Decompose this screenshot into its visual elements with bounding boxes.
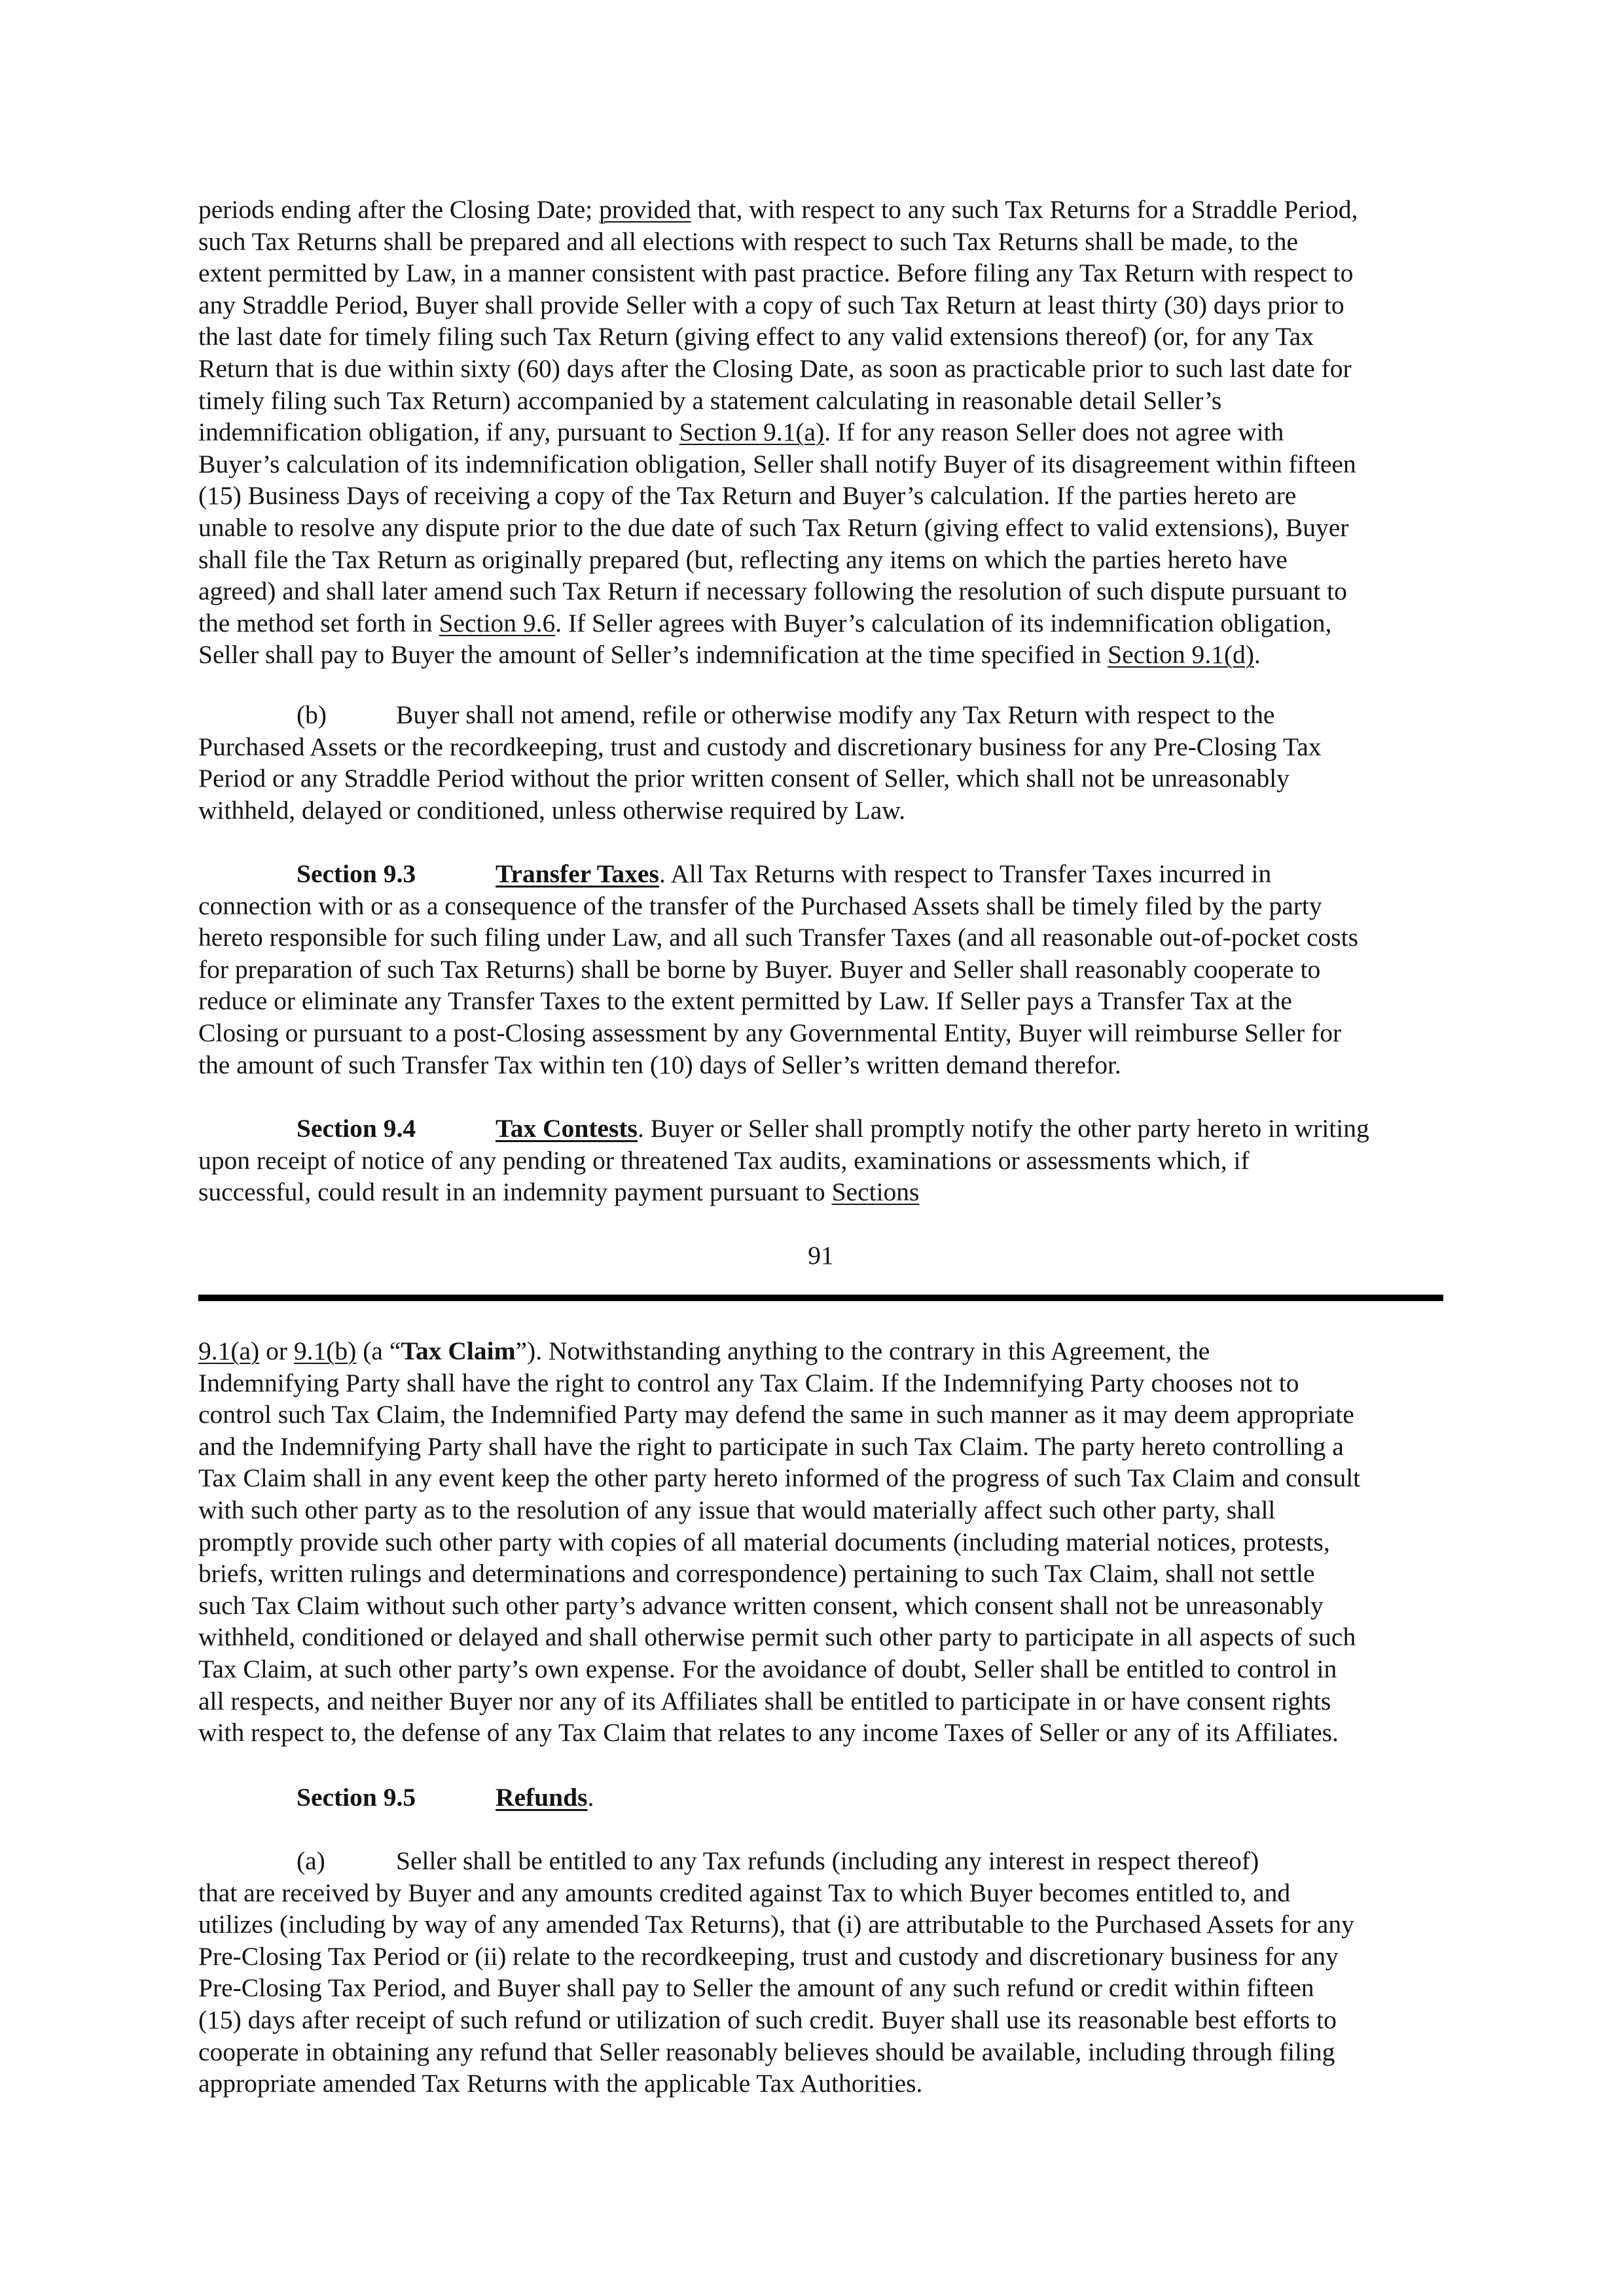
text-run: all respects, and neither Buyer nor any of its Affiliates shall be entitled to participate in or have consent rights [198, 1686, 1331, 1715]
text-run: the amount of such Transfer Tax within ten (10) days of Seller’s written demand therefor. [198, 1050, 1121, 1079]
text-line [198, 448, 1443, 480]
text-run: Period or any Straddle Period without the prior written consent of Seller, which shall not be unreasonably [198, 764, 1290, 793]
text-run: utilizes (including by way of any amended Tax Returns), that (i) are attributable to the Purchased Assets for any [198, 1910, 1354, 1939]
text-line [198, 353, 1443, 385]
text-run: agreed) and shall later amend such Tax Return if necessary following the resolution of such dispute pursuant to [198, 577, 1347, 606]
text-run: briefs, written rulings and determinations and correspondence) pertaining to such Tax Claim, shall not settle [198, 1559, 1315, 1588]
paragraph-tax-claim [198, 1335, 1443, 1749]
text-line [198, 1909, 1443, 1941]
paragraph-a-rest [198, 1877, 1443, 2100]
text-line [198, 1399, 1443, 1431]
text-run: withheld, delayed or conditioned, unless otherwise required by Law. [198, 795, 906, 825]
text-line [198, 1526, 1443, 1558]
text-run: . Buyer or Seller shall promptly notify the other party hereto in writing [637, 1114, 1369, 1143]
cross-reference-link: Sections [831, 1177, 920, 1207]
text-run: Seller shall be entitled to any Tax refunds (including any interest in respect thereof) [396, 1846, 1259, 1875]
text-line [198, 922, 1443, 954]
text-line [198, 1494, 1443, 1526]
text-run: Seller shall pay to Buyer the amount of Seller’s indemnification at the time specified in [198, 640, 1108, 670]
text-run: that are received by Buyer and any amounts credited against Tax to which Buyer becomes entitled to, and [198, 1878, 1291, 1907]
paragraph-a-label: (a) [297, 1846, 325, 1875]
text-line [198, 544, 1443, 576]
text-run: timely filing such Tax Return) accompanied by a statement calculating in reasonable detail Seller’s [198, 386, 1222, 415]
text-run: Purchased Assets or the recordkeeping, trust and custody and discretionary business for any Pre-Closing Tax [198, 732, 1322, 761]
text-run: Buyer shall not amend, refile or otherwise modify any Tax Return with respect to the [396, 700, 1275, 729]
text-line [198, 2036, 1443, 2068]
text-line [198, 1431, 1443, 1463]
paragraph-b-first-line [198, 699, 1443, 731]
text-run: Return that is due within sixty (60) days after the Closing Date, as soon as practicable prior to such last date for [198, 353, 1352, 383]
text-line [198, 639, 1443, 671]
text-run: . All Tax Returns with respect to Transfer Taxes incurred in [659, 859, 1272, 888]
text-line [198, 1049, 1443, 1081]
text-run: Tax Claim shall in any event keep the other party hereto informed of the progress of such Tax Claim and consult [198, 1463, 1361, 1493]
section-9-3-number: Section 9.3 [297, 859, 416, 888]
cross-reference-link: Section 9.1(a) [679, 418, 825, 447]
text-run: unable to resolve any dispute prior to the due date of such Tax Return (giving effect to valid extensions), Buyer [198, 512, 1349, 542]
text-line [198, 321, 1443, 353]
paragraph-b-rest [198, 731, 1443, 827]
text-line [198, 257, 1443, 289]
text-run: hereto responsible for such filing under Law, and all such Transfer Taxes (and all reasonable out-of-pocket costs [198, 923, 1359, 952]
text-line [198, 1877, 1443, 1909]
text-line [198, 2004, 1443, 2036]
cross-reference-link: Section 9.1(d) [1108, 640, 1254, 670]
text-line [198, 1367, 1443, 1399]
paragraph-b-first-text [396, 700, 1274, 729]
section-9-5-tail: . [587, 1783, 594, 1812]
cross-reference-link: 9.1(a) [198, 1336, 260, 1365]
text-run: with such other party as to the resolution of any issue that would materially affect such other party, shall [198, 1495, 1276, 1524]
text-line [198, 1558, 1443, 1590]
text-run: that, with respect to any such Tax Returns for a Straddle Period, [691, 195, 1358, 224]
text-line [198, 1145, 1443, 1177]
text-line [198, 954, 1443, 986]
text-line [198, 512, 1443, 544]
text-line [198, 226, 1443, 258]
text-run: upon receipt of notice of any pending or threatened Tax audits, examinations or assessments which, if [198, 1145, 1250, 1175]
defined-term: Tax Claim [401, 1336, 516, 1365]
section-9-4-number: Section 9.4 [297, 1114, 416, 1143]
paragraph-a-refunds [198, 1845, 1443, 2100]
text-run: (a “ [356, 1336, 401, 1365]
text-line [198, 1621, 1443, 1653]
section-9-3-title: Transfer Taxes [496, 859, 659, 888]
text-run: reduce or eliminate any Transfer Taxes to the extent permitted by Law. If Seller pays a Transfer Tax at the [198, 986, 1292, 1016]
text-run: Pre-Closing Tax Period or (ii) relate to the recordkeeping, trust and custody and discretionary business for any [198, 1941, 1339, 1971]
text-run: promptly provide such other party with copies of all material documents (including material notices, protests, [198, 1527, 1330, 1556]
page-break-divider [198, 1295, 1443, 1301]
text-line [198, 607, 1443, 639]
text-line [198, 1462, 1443, 1494]
text-line [198, 731, 1443, 763]
text-line [198, 1941, 1443, 1973]
document-page [198, 0, 1443, 2296]
text-line [198, 2068, 1443, 2100]
text-line [198, 416, 1443, 448]
text-run: control such Tax Claim, the Indemnified Party may defend the same in such manner as it may deem appropriate [198, 1400, 1354, 1429]
text-run: indemnification obligation, if any, pursuant to [198, 418, 679, 447]
text-run: successful, could result in an indemnity payment pursuant to [198, 1177, 832, 1207]
text-line [198, 194, 1443, 226]
section-9-5-title: Refunds [496, 1783, 588, 1812]
section-9-3-transfer-taxes [198, 858, 1443, 1081]
text-line [198, 1590, 1443, 1622]
paragraph-b-no-amendment [198, 699, 1443, 826]
text-run: cooperate in obtaining any refund that Seller reasonably believes should be available, including through filing [198, 2037, 1335, 2066]
text-run: the last date for timely filing such Tax Return (giving effect to any valid extensions thereof) (or, for any Tax [198, 322, 1314, 351]
text-run: Buyer’s calculation of its indemnification obligation, Seller shall notify Buyer of its disagreement within fifteen [198, 449, 1356, 478]
text-run: the method set forth in [198, 608, 439, 637]
text-run: Tax Claim, at such other party’s own expense. For the avoidance of doubt, Seller shall be entitled to control in [198, 1654, 1337, 1683]
text-line [198, 575, 1443, 607]
text-run: (15) days after receipt of such refund or utilization of such credit. Buyer shall use its reasonable best efforts to [198, 2005, 1337, 2034]
text-run: ”). Notwithstanding anything to the contrary in this Agreement, the [515, 1336, 1210, 1365]
section-9-5-refunds [198, 1782, 1443, 1814]
text-line [198, 1653, 1443, 1685]
section-9-4-body [198, 1145, 1443, 1208]
text-run: appropriate amended Tax Returns with the applicable Tax Authorities. [198, 2069, 923, 2098]
text-line [198, 480, 1443, 512]
section-9-4-first-text [638, 1114, 1369, 1143]
text-line [198, 1717, 1443, 1749]
paragraph-b-label: (b) [297, 700, 327, 729]
section-9-3-body [198, 890, 1443, 1081]
page-number: 91 [808, 1241, 834, 1270]
text-line [198, 985, 1443, 1017]
text-run: withheld, conditioned or delayed and shall otherwise permit such other party to participate in all aspects of such [198, 1623, 1356, 1652]
text-run: connection with or as a consequence of the transfer of the Purchased Assets shall be timely filed by the party [198, 891, 1322, 920]
paragraph-a-first-line [198, 1845, 1443, 1877]
section-9-5-number: Section 9.5 [297, 1783, 416, 1812]
paragraph-a-first-text [396, 1846, 1259, 1875]
text-line [198, 289, 1443, 321]
text-line [198, 1685, 1443, 1717]
text-run: or [259, 1336, 294, 1365]
text-line [198, 890, 1443, 922]
paragraph-straddle-period-returns [198, 194, 1443, 671]
text-run: . [1254, 640, 1261, 670]
text-run: . If for any reason Seller does not agree with [824, 418, 1284, 447]
text-line [198, 762, 1443, 795]
text-run: Indemnifying Party shall have the right to control any Tax Claim. If the Indemnifying Party chooses not to [198, 1368, 1299, 1397]
text-line [198, 1335, 1443, 1367]
text-run: . If Seller agrees with Buyer’s calculation of its indemnification obligation, [555, 608, 1332, 637]
text-run: such Tax Returns shall be prepared and all elections with respect to such Tax Returns shall be made, to the [198, 226, 1299, 256]
cross-reference-link: 9.1(b) [293, 1336, 357, 1365]
section-9-5-heading-line [198, 1782, 1443, 1814]
text-line [198, 1972, 1443, 2004]
text-line [198, 385, 1443, 417]
text-run: for preparation of such Tax Returns) shall be borne by Buyer. Buyer and Seller shall reasonably cooperate to [198, 954, 1321, 984]
section-9-3-heading-line [198, 858, 1443, 890]
text-line [198, 795, 1443, 827]
section-9-4-heading-line [198, 1113, 1443, 1145]
text-run: extent permitted by Law, in a manner consistent with past practice. Before filing any Tax Return with respect to [198, 259, 1354, 288]
text-run: any Straddle Period, Buyer shall provide Seller with a copy of such Tax Return at least thirty (30) days prior to [198, 290, 1344, 319]
text-run: Closing or pursuant to a post-Closing assessment by any Governmental Entity, Buyer will reimburse Seller for [198, 1018, 1342, 1047]
cross-reference-link: Section 9.6 [439, 608, 556, 637]
text-run: shall file the Tax Return as originally prepared (but, reflecting any items on which the parties hereto have [198, 545, 1288, 574]
section-9-4-tax-contests [198, 1113, 1443, 1208]
section-9-4-title: Tax Contests [496, 1114, 638, 1143]
text-line [198, 1176, 1443, 1208]
text-run: and the Indemnifying Party shall have the right to participate in such Tax Claim. The party hereto controlling a [198, 1431, 1344, 1461]
cross-reference-link: provided [599, 195, 691, 224]
text-run: Pre-Closing Tax Period, and Buyer shall pay to Seller the amount of any such refund or credit within fifteen [198, 1973, 1314, 2003]
text-run: (15) Business Days of receiving a copy of the Tax Return and Buyer’s calculation. If the parties hereto are [198, 481, 1297, 511]
section-9-3-first-text [659, 859, 1271, 888]
text-run: periods ending after the Closing Date; [198, 195, 600, 224]
text-run: with respect to, the defense of any Tax Claim that relates to any income Taxes of Seller or any of its Affiliates. [198, 1718, 1339, 1748]
text-run: such Tax Claim without such other party’s advance written consent, which consent shall not be unreasonably [198, 1590, 1324, 1620]
text-line [198, 1017, 1443, 1049]
